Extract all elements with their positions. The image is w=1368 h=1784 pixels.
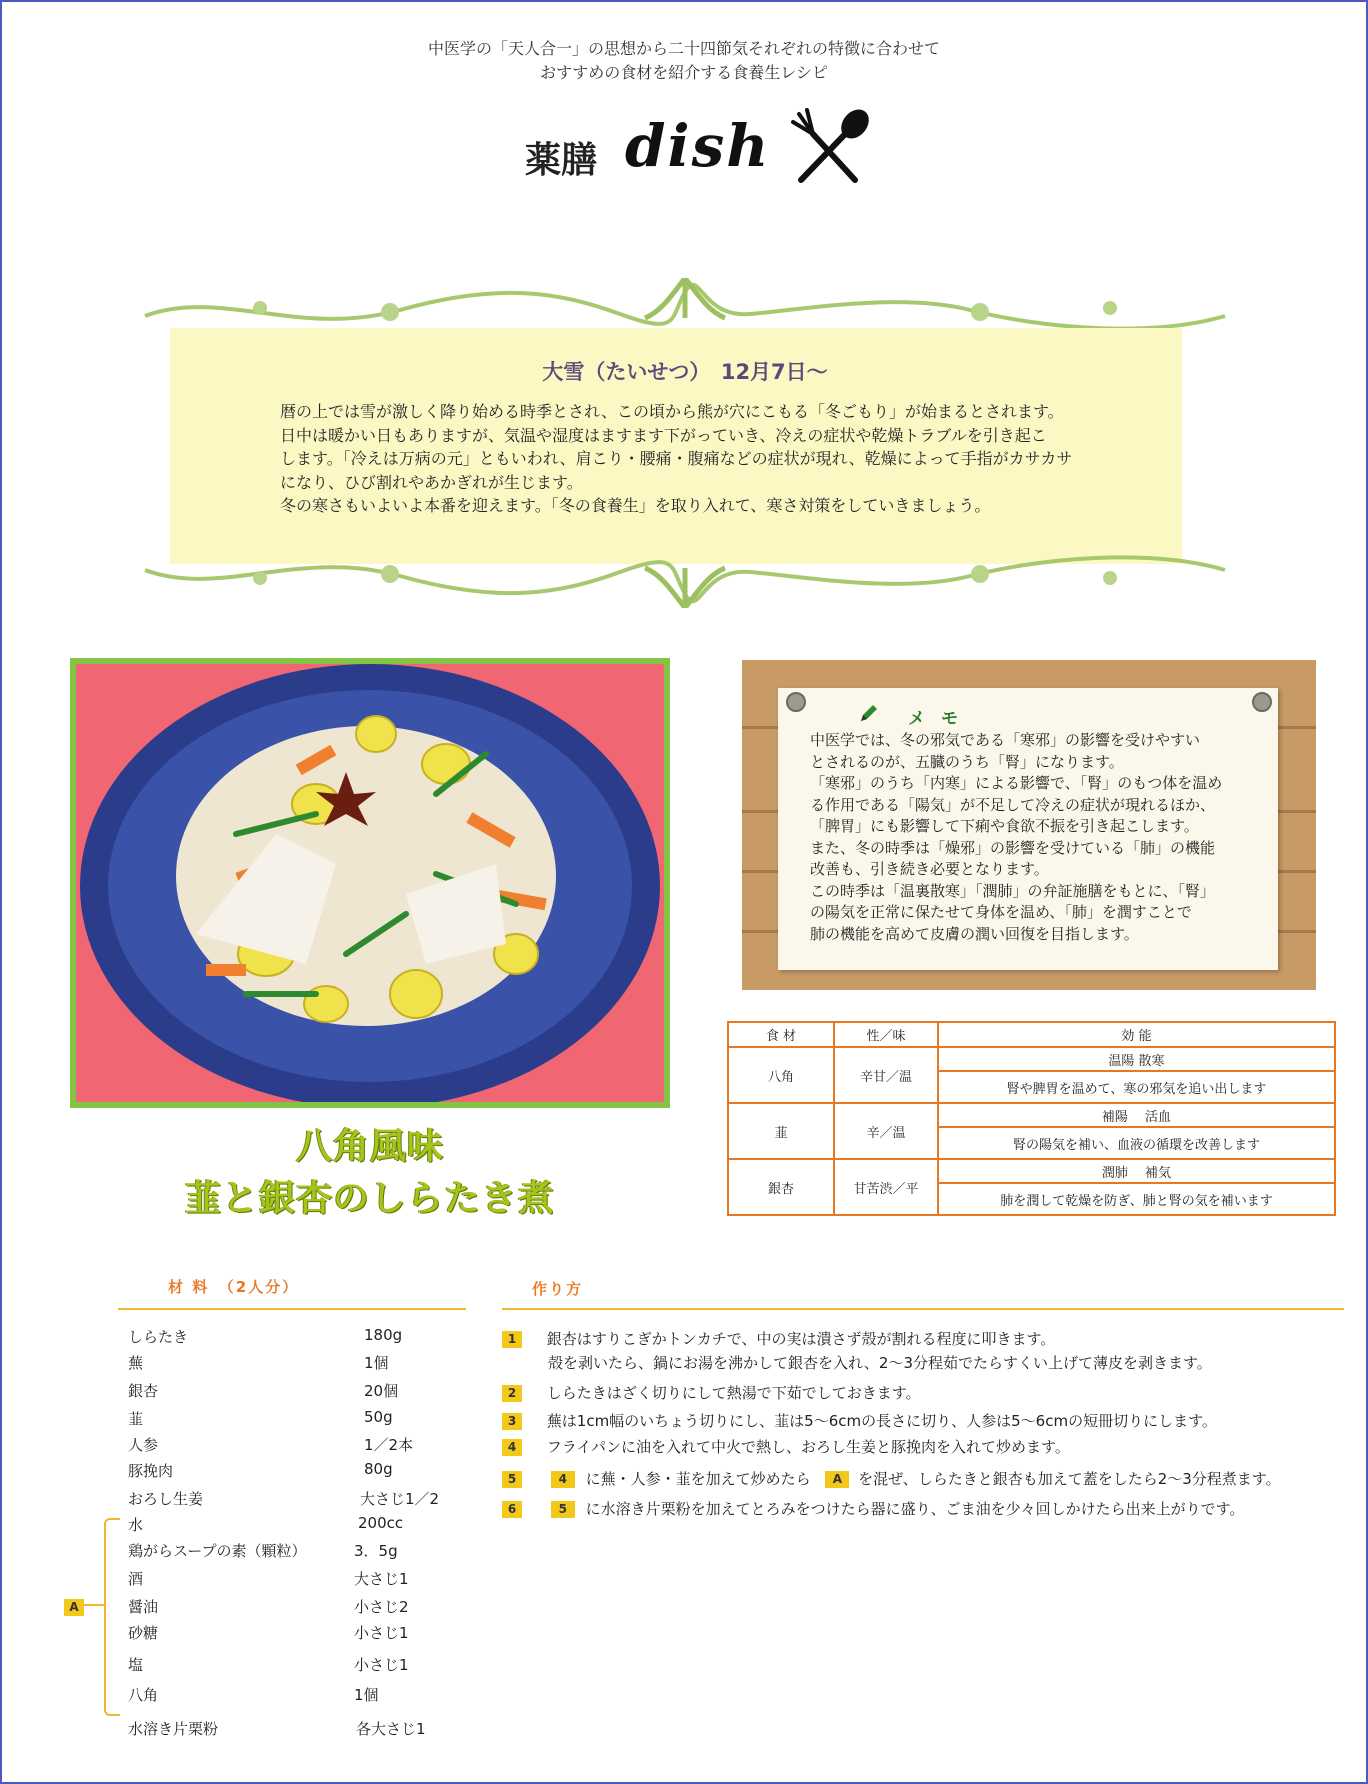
season-title: 大雪（たいせつ） 12月7日～ bbox=[542, 360, 828, 384]
ingredient-amount: 3．5g bbox=[354, 1542, 398, 1560]
herb-table bbox=[727, 1021, 1336, 1216]
ingredient-amount: 180g bbox=[364, 1326, 403, 1344]
step-number: 5 bbox=[502, 1471, 522, 1488]
step-reference: 5 bbox=[551, 1501, 575, 1518]
ingredient-amount: 各大さじ1 bbox=[356, 1720, 426, 1738]
step-text: に水溶き片栗粉を加えてとろみをつけたら器に盛り、ごま油を少々回しかけたら出来上がりです。 bbox=[585, 1500, 1245, 1518]
step-3 bbox=[502, 1410, 1217, 1431]
step-text: に蕪・人参・韮を加えて炒めたら bbox=[585, 1470, 811, 1488]
ingredient-name: 八角 bbox=[128, 1686, 159, 1704]
ingredient-amount: 1個 bbox=[354, 1686, 379, 1704]
brand-en: dish bbox=[625, 112, 771, 180]
ingredient-name: 水溶き片栗粉 bbox=[128, 1720, 219, 1738]
memo-board bbox=[742, 660, 1316, 990]
group-a-bracket bbox=[104, 1518, 120, 1716]
ingredient-name: 韮 bbox=[128, 1410, 144, 1428]
memo-text: 中医学では、冬の邪気である「寒邪」の影響を受けやすい とされるのが、五臓のうち「腎」になります。 「寒邪」のうち「内寒」による影響で、「腎」のもつ体を温め る作用である「陽気」が不足して冷えの症状が現れるほか、 「脾胃」にも影響して下痢や食欲不振を引き起こします。 また、冬の時季は「燥邪」の影響を受けている「肺」の機能 改善も、引き続き必要となります。 この時季は「温裏散寒」「潤肺」の弁証施膳をもとに、「腎」 の陽気を正常に保たせて身体を温め、「肺」を潤すことで 肺の機能を高めて皮膚の潤い回復を目指します。 bbox=[810, 731, 1223, 943]
step-text: フライパンに油を入れて中火で熱し、おろし生姜と豚挽肉を入れて炒めます。 bbox=[546, 1438, 1070, 1456]
food-cell: 八角 bbox=[728, 1047, 834, 1103]
ingredient-name: おろし生姜 bbox=[128, 1490, 204, 1508]
ingredient-amount: 80g bbox=[364, 1460, 393, 1478]
step-number: 1 bbox=[502, 1331, 522, 1348]
ingredient-name: 鶏がらスープの素（顆粒） bbox=[128, 1542, 307, 1560]
vine-bottom-ornament bbox=[140, 548, 1230, 608]
ingredient-name: 酒 bbox=[128, 1570, 144, 1588]
ingredient-amount: 20個 bbox=[364, 1382, 399, 1400]
step-number: 2 bbox=[502, 1385, 522, 1402]
ingredient-amount: 小さじ2 bbox=[354, 1598, 409, 1616]
step-number: 4 bbox=[502, 1439, 522, 1456]
ingredient-name: 水 bbox=[128, 1516, 144, 1534]
ingredient-name: 蕪 bbox=[128, 1354, 144, 1372]
season-section bbox=[140, 278, 1230, 608]
effect-cell: 補陽 活血 bbox=[938, 1103, 1335, 1127]
group-a-connector bbox=[84, 1604, 104, 1606]
step-reference: A bbox=[825, 1471, 849, 1488]
season-paragraph: 暦の上では雪が激しく降り始める時季とされ、この頃から熊が穴にこもる「冬ごもり」が始まるとされます。 日中は暖かい日もありますが、気温や湿度はますます下がっていき、冷えの症状や乾燥トラブルを引き起こ します。「冷えは万病の元」ともいわれ、肩こり・腰痛・腹痛などの症状が現れ、乾燥によって手指がカサカサ になり、ひび割れやあかぎれが生じます。 冬の寒さもいよいよ本番を迎えます。「冬の食養生」を取り入れて、寒さ対策をしていきましょう。 bbox=[280, 402, 1073, 515]
nature-cell: 辛／温 bbox=[834, 1103, 938, 1159]
table-row bbox=[728, 1103, 1335, 1127]
ingredient-name: 塩 bbox=[128, 1656, 144, 1674]
ingredient-amount: 1／2本 bbox=[364, 1436, 414, 1454]
effect-cell: 潤肺 補気 bbox=[938, 1159, 1335, 1183]
nature-cell: 辛甘／温 bbox=[834, 1047, 938, 1103]
pencil-icon bbox=[858, 702, 880, 724]
header-line-1: 中医学の「天人合一」の思想から二十四節気それぞれの特徴に合わせて bbox=[427, 39, 940, 58]
step-text: を混ぜ、しらたきと銀杏も加えて蓋をしたら2～3分程煮ます。 bbox=[858, 1470, 1281, 1488]
memo-title: メモ bbox=[908, 709, 974, 729]
dish-title-line-2: 韮と銀杏のしらたき煮 bbox=[184, 1178, 555, 1219]
step-reference: 4 bbox=[551, 1471, 575, 1488]
ingredient-amount: 1個 bbox=[364, 1354, 389, 1372]
ingredient-amount: 大さじ1／2 bbox=[360, 1490, 440, 1508]
pushpin-icon bbox=[1252, 692, 1272, 712]
table-row bbox=[728, 1159, 1335, 1183]
dish-title-line-1: 八角風味 bbox=[295, 1126, 444, 1167]
method-heading: 作り方 bbox=[532, 1280, 584, 1298]
step-6 bbox=[502, 1498, 1244, 1519]
ingredients-divider bbox=[118, 1308, 466, 1310]
ingredient-amount: 200cc bbox=[358, 1514, 404, 1532]
header-line-2: おすすめの食材を紹介する食養生レシピ bbox=[540, 63, 828, 82]
table-header-cell: 性／味 bbox=[834, 1022, 938, 1047]
ingredient-name: 砂糖 bbox=[128, 1624, 159, 1642]
step-text: 銀杏はすりこぎかトンカチで、中の実は潰さず殻が割れる程度に叩きます。 bbox=[546, 1330, 1056, 1348]
nature-cell: 甘苦渋／平 bbox=[834, 1159, 938, 1215]
step-number: 6 bbox=[502, 1501, 522, 1518]
table-header-cell: 食 材 bbox=[728, 1022, 834, 1047]
step-5 bbox=[502, 1468, 1281, 1489]
food-cell: 銀杏 bbox=[728, 1159, 834, 1215]
group-a-label: A bbox=[64, 1599, 84, 1616]
ingredient-name: 豚挽肉 bbox=[128, 1462, 174, 1480]
effect-desc-cell: 腎の陽気を補い、血液の循環を改善します bbox=[938, 1127, 1335, 1159]
brand-logo bbox=[525, 108, 885, 188]
effect-desc-cell: 肺を潤して乾燥を防ぎ、肺と腎の気を補います bbox=[938, 1183, 1335, 1215]
food-cell: 韮 bbox=[728, 1103, 834, 1159]
ingredients-heading: 材 料 （2人分） bbox=[168, 1278, 300, 1296]
ingredient-name: 人参 bbox=[128, 1436, 159, 1454]
step-4 bbox=[502, 1436, 1070, 1457]
ingredient-amount: 小さじ1 bbox=[354, 1656, 409, 1674]
step-number: 3 bbox=[502, 1413, 522, 1430]
table-row bbox=[728, 1047, 1335, 1071]
step-text: 蕪は1cm幅のいちょう切りにし、韮は5～6cmの長さに切り、人参は5～6cmの短冊切りにします。 bbox=[546, 1412, 1217, 1430]
fork-spoon-icon bbox=[785, 108, 875, 188]
ingredient-amount: 50g bbox=[364, 1408, 393, 1426]
effect-desc-cell: 腎や脾胃を温めて、寒の邪気を追い出します bbox=[938, 1071, 1335, 1103]
step-text: しらたきはざく切りにして熱湯で下茹でしておきます。 bbox=[546, 1384, 921, 1402]
table-header-cell: 効 能 bbox=[938, 1022, 1335, 1047]
table-header-row bbox=[728, 1022, 1335, 1047]
ingredient-amount: 小さじ1 bbox=[354, 1624, 409, 1642]
ingredient-name: しらたき bbox=[128, 1328, 189, 1346]
ingredient-name: 醤油 bbox=[128, 1598, 159, 1616]
step-1 bbox=[502, 1328, 1055, 1349]
step-2 bbox=[502, 1382, 921, 1403]
dish-photo bbox=[70, 658, 670, 1108]
ingredient-name: 銀杏 bbox=[128, 1382, 159, 1400]
ingredient-amount: 大さじ1 bbox=[354, 1570, 409, 1588]
group-a-tag bbox=[64, 1596, 84, 1616]
memo-paper bbox=[778, 688, 1278, 970]
method-divider bbox=[502, 1308, 1344, 1310]
step-1-continued: 殻を剥いたら、鍋にお湯を沸かして銀杏を入れ、2～3分程茹でたらすくい上げて薄皮を剥きます。 bbox=[548, 1354, 1212, 1372]
brand-kanji: 薬膳 bbox=[525, 139, 598, 181]
pushpin-icon bbox=[786, 692, 806, 712]
effect-cell: 温陽 散寒 bbox=[938, 1047, 1335, 1071]
